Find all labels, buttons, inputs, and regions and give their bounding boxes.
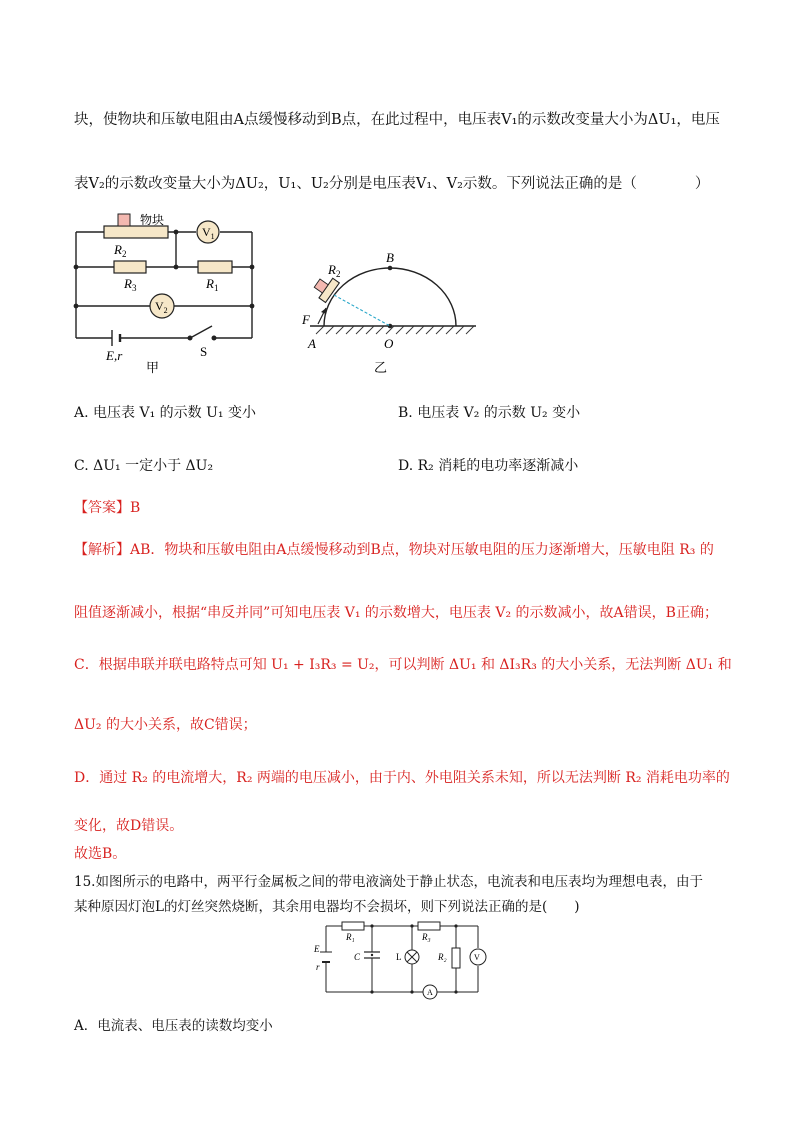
label-v1: V <box>202 225 211 239</box>
svg-text:R2: $R_2$ <box>328 262 341 279</box>
analysis-line-5: D．通过 R₂ 的电流增大，R₂ 两端的电压减小，由于内、外电阻关系未知，所以无法判断 R₂ 消耗电功率的 <box>74 770 730 786</box>
analysis-line-3: C．根据串联并联电路特点可知 U₁ + I₃R₃ = U₂，可以判断 ΔU₁ 和 ΔI₃R₃ 的大小关系，无法判断 ΔU₁ 和 <box>74 657 732 673</box>
question15-circuit <box>312 918 492 1002</box>
label-r3-q15: R₃ <box>422 932 431 942</box>
analysis-line-6: 变化，故D错误。 <box>74 818 184 834</box>
label-r2-q15: R₂ <box>438 952 447 962</box>
switch-icon <box>192 326 212 337</box>
label-c-q15: C <box>354 952 361 962</box>
analysis-line-2: 阻值逐渐减小，根据“串反并同”可知电压表 V₁ 的示数增大，电压表 V₂ 的示数减小，故A错误，B正确； <box>74 605 718 621</box>
resistor-r3 <box>114 261 146 273</box>
label-r-q15: r <box>316 962 320 972</box>
block-icon <box>118 214 130 226</box>
label-r2-yi: R <box>328 262 336 277</box>
resistor-r2 <box>104 226 168 238</box>
svg-text:V1: $V_1$ <box>202 225 215 241</box>
question14-stem-line1: 块，使物块和压敏电阻由A点缓慢移动到B点，在此过程中，电压表V₁的示数改变量大小为ΔU₁，电压 <box>74 112 720 128</box>
caption-yi: 乙 <box>374 361 388 376</box>
resistor-r1 <box>198 261 232 273</box>
label-v-q15: V <box>474 953 480 962</box>
caption-jia: 甲 <box>146 361 160 376</box>
question15-line2: 某种原因灯泡L的灯丝突然烧断，其余用电器均不会损坏，则下列说法正确的是( ) <box>74 899 580 915</box>
svg-text:V2: $V_2$ <box>155 299 168 315</box>
svg-text:R3: $R_3$ <box>124 276 137 293</box>
block-label: 物块 <box>140 213 165 227</box>
label-r1-q15: R₁ <box>346 932 355 942</box>
semicircle-track <box>324 268 456 326</box>
svg-text:R2: $R_2$ <box>114 242 127 259</box>
label-r3: R <box>124 276 132 291</box>
label-battery: E,r <box>106 348 123 363</box>
question15-line1: 15.如图所示的电路中，两平行金属板之间的带电液滴处于静止状态，电流表和电压表均为理想电表，由于 <box>74 874 703 890</box>
svg-text:R1: $R_1$ <box>206 276 219 293</box>
label-e-q15: E <box>314 944 320 954</box>
label-r1: R <box>206 276 214 291</box>
option-d: D. R₂ 消耗的电功率逐渐减小 <box>398 458 579 474</box>
label-switch: S <box>200 344 208 359</box>
label-r2: R <box>114 242 122 257</box>
label-a: A <box>308 336 316 351</box>
label-b: B <box>386 250 394 265</box>
option-b: B. 电压表 V₂ 的示数 U₂ 变小 <box>398 405 581 421</box>
analysis-line-4: ΔU₂ 的大小关系，故C错误； <box>74 717 257 733</box>
label-f: F <box>302 312 310 327</box>
figure-jia-circuit <box>68 210 268 380</box>
figure-yi-diagram <box>298 240 488 385</box>
answer-label: 【答案】B <box>74 500 141 516</box>
option-a: A. 电压表 V₁ 的示数 U₁ 变小 <box>74 405 256 421</box>
question14-stem-line2: 表V₂的示数改变量大小为ΔU₂，U₁、U₂分别是电压表V₁、V₂示数。下列说法正确的是（ ） <box>74 176 710 192</box>
label-l-q15: L <box>396 952 402 962</box>
conclusion: 故选B。 <box>74 846 127 862</box>
label-o: O <box>384 336 394 351</box>
label-v2: V <box>155 299 164 313</box>
label-a-q15: A <box>427 988 433 997</box>
analysis-line-1: 【解析】AB．物块和压敏电阻由A点缓慢移动到B点，物块对压敏电阻的压力逐渐增大，压敏电阻 R₃ 的 <box>74 542 714 558</box>
option-c: C. ΔU₁ 一定小于 ΔU₂ <box>74 458 214 474</box>
question15-option-a: A．电流表、电压表的读数均变小 <box>74 1018 273 1034</box>
